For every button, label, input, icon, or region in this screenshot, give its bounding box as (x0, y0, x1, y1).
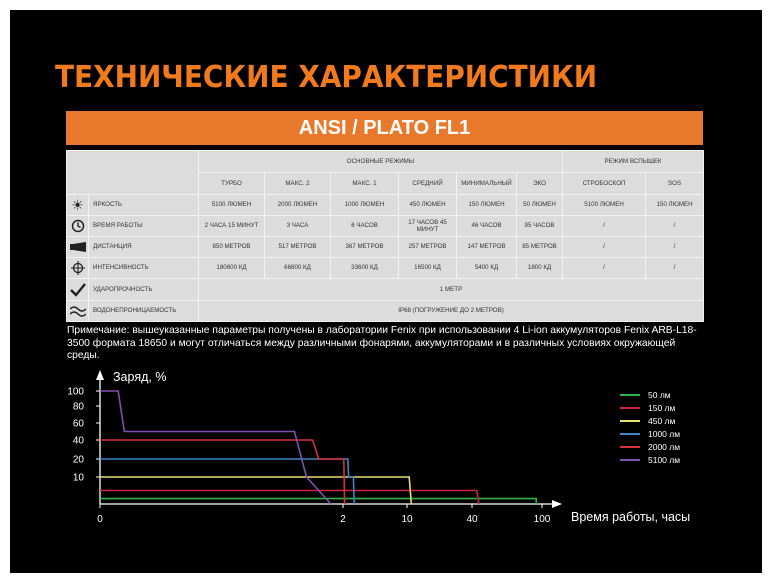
table-cell: 517 МЕТРОВ (265, 237, 331, 258)
legend-label: 50 лм (648, 390, 671, 400)
table-cell: 450 ЛЮМЕН (399, 195, 457, 216)
row-label: ЯРКОСТЬ (89, 195, 199, 216)
footnote: Примечание: вышеуказанные параметры получены в лаборатории Fenix при использовании 4 Li-ion аккумуляторов Fenix ARB-L18-3500 формата 18650 и могут отличаться между различными фонарями, аккумуляторами и в различных условиях окружающей среды. (67, 325, 697, 361)
legend-label: 5100 лм (648, 455, 681, 465)
column-header: МАКС. 1 (331, 173, 399, 195)
table-cell: 367 МЕТРОВ (331, 237, 399, 258)
series-line (100, 491, 479, 505)
table-cell: 3 ЧАСА (265, 216, 331, 237)
brightness-icon: ☀ (67, 195, 89, 216)
column-header: ЭКО (517, 173, 563, 195)
column-header: СРЕДНИЙ (399, 173, 457, 195)
table-cell: 1 МЕТР (199, 279, 704, 301)
table-cell: / (646, 216, 704, 237)
x-axis-arrow (552, 500, 562, 508)
column-header: МИНИМАЛЬНЫЙ (457, 173, 517, 195)
table-cell: / (563, 258, 646, 279)
row-label: ИНТЕНСИВНОСТЬ (89, 258, 199, 279)
legend-label: 450 лм (648, 416, 676, 426)
table-cell: 6 ЧАСОВ (331, 216, 399, 237)
x-tick-label: 40 (466, 514, 478, 525)
table-cell: 16500 КД (399, 258, 457, 279)
table-cell: 257 МЕТРОВ (399, 237, 457, 258)
table-cell: / (646, 258, 704, 279)
x-axis-label: Время работы, часы (571, 510, 691, 524)
y-tick-label: 80 (72, 401, 84, 413)
group-header-main: ОСНОВНЫЕ РЕЖИМЫ (199, 151, 563, 173)
table-cell: 2 ЧАСА 15 МИНУТ (199, 216, 265, 237)
series-line (100, 459, 354, 504)
table-cell: 1000 ЛЮМЕН (331, 195, 399, 216)
y-tick-label: 100 (67, 386, 84, 398)
series-line (100, 391, 331, 504)
x-tick-label: 0 (97, 514, 103, 525)
y-tick-label: 20 (72, 454, 84, 466)
series-line (100, 440, 345, 504)
table-cell: IP68 (ПОГРУЖЕНИЕ ДО 2 МЕТРОВ) (199, 301, 704, 322)
table-cell: 5100 ЛЮМЕН (563, 195, 646, 216)
row-label: ВОДОНЕПРОНИЦАЕМОСТЬ (89, 301, 199, 322)
table-cell: / (563, 237, 646, 258)
table-cell: 1800 КД (517, 258, 563, 279)
model-banner: ANSI / PLATO FL1 (66, 111, 703, 145)
column-header: SOS (646, 173, 704, 195)
table-cell: 150 ЛЮМЕН (646, 195, 704, 216)
table-cell: 147 МЕТРОВ (457, 237, 517, 258)
table-cell: 850 МЕТРОВ (199, 237, 265, 258)
y-tick-label: 60 (72, 418, 84, 430)
table-cell: 2000 ЛЮМЕН (265, 195, 331, 216)
group-header-flash: РЕЖИМ ВСПЫШЕК (563, 151, 704, 173)
table-cell: 17 ЧАСОВ 45 МИНУТ (399, 216, 457, 237)
table-cell: 33600 КД (331, 258, 399, 279)
x-tick-label: 2 (340, 514, 346, 525)
legend-label: 2000 лм (648, 442, 681, 452)
legend-label: 1000 лм (648, 429, 681, 439)
legend-label: 150 лм (648, 403, 676, 413)
table-cell: 150 ЛЮМЕН (457, 195, 517, 216)
table-cell: 95 ЧАСОВ (517, 216, 563, 237)
table-cell: 85 МЕТРОВ (517, 237, 563, 258)
x-tick-label: 100 (533, 514, 551, 525)
table-cell: 46 ЧАСОВ (457, 216, 517, 237)
y-axis-arrow (96, 370, 104, 380)
table-cell: 180600 КД (199, 258, 265, 279)
table-cell: / (563, 216, 646, 237)
page-title: ТЕХНИЧЕСКИЕ ХАРАКТЕРИСТИКИ (55, 60, 598, 95)
series-line (100, 499, 536, 504)
y-axis-label: Заряд, % (113, 370, 167, 384)
column-header: МАКС. 2 (265, 173, 331, 195)
row-label: УДАРОПРОЧНОСТЬ (89, 279, 199, 301)
table-cell: 50 ЛЮМЕН (517, 195, 563, 216)
row-label: ДИСТАНЦИЯ (89, 237, 199, 258)
table-cell: / (646, 237, 704, 258)
y-tick-label: 40 (72, 435, 84, 447)
column-header: ТУРБО (199, 173, 265, 195)
table-cell: 5400 КД (457, 258, 517, 279)
row-label: ВРЕМЯ РАБОТЫ (89, 216, 199, 237)
y-tick-label: 10 (72, 472, 84, 484)
table-cell: 66800 КД (265, 258, 331, 279)
column-header: СТРОБОСКОП (563, 173, 646, 195)
x-tick-label: 10 (401, 514, 413, 525)
table-cell: 5100 ЛЮМЕН (199, 195, 265, 216)
